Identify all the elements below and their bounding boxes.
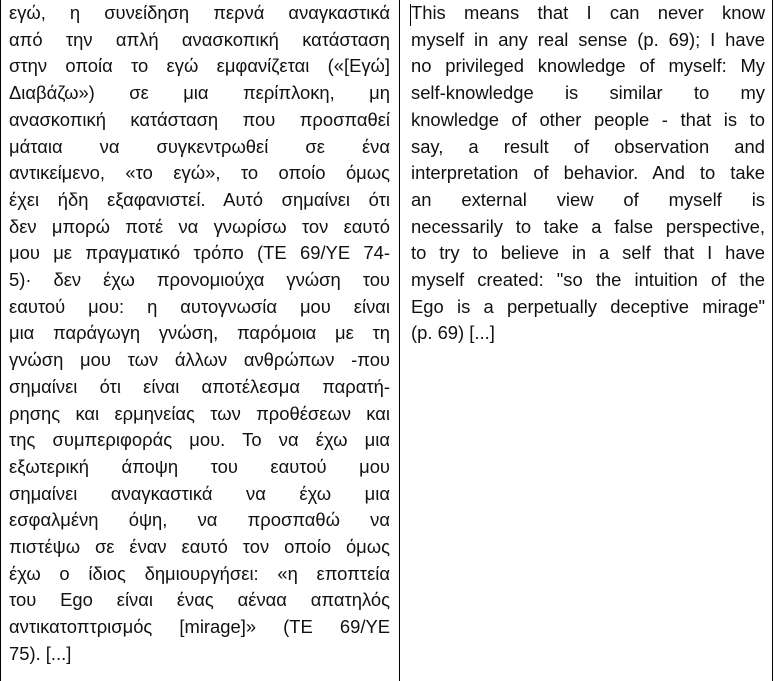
text-line: έχει ήδη εξαφανιστεί. Αυτό σημαίνει ότι [9, 188, 390, 210]
text-line: ανασκοπική κατάσταση που προσπαθεί [9, 108, 390, 130]
text-line: no privileged knowledge of myself: My [411, 55, 765, 77]
text-line: myself in any real sense (p. 69); I have [411, 28, 765, 50]
text-line: 5)· δεν έχω προνομιούχα γνώση του [9, 269, 390, 291]
text-line: σημαίνει ότι είναι αποτέλεσμα παρατή- [9, 375, 390, 397]
text-line: αντικατοπτρισμός [mirage]» (TE 69/YE [9, 616, 390, 638]
text-line: necessarily to take a false perspective, [411, 215, 765, 237]
text-line: self-knowledge is similar to my [411, 82, 765, 104]
text-line: to try to believe in a self that I have [411, 242, 765, 264]
table-left-border [0, 0, 1, 681]
text-line: εγώ, η συνείδηση περνά αναγκαστικά [9, 2, 390, 23]
text-line: (p. 69) [...] [411, 322, 495, 344]
text-line: εαυτού μου: η αυτογνωσία μου είναι [9, 295, 390, 317]
text-line: εσφαλμένη όψη, να προσπαθώ να [9, 509, 390, 531]
text-line: ρησης και ερμηνείας των προθέσεων και [9, 402, 390, 424]
column-divider [399, 0, 400, 681]
greek-text-cell[interactable] [9, 0, 390, 668]
text-line: μου με πραγματικό τρόπο (TE 69/YE 74- [9, 242, 390, 264]
text-line: του Ego είναι ένας αέναα απατηλός [9, 589, 390, 611]
text-line: αντικείμενο, «το εγώ», το οποίο όμως [9, 162, 390, 184]
text-line: από την απλή ανασκοπική κατάσταση [9, 28, 390, 50]
text-line: knowledge of other people - that is to [411, 108, 765, 130]
text-line: σημαίνει αναγκαστικά να έχω μια [9, 482, 390, 504]
text-line: μάταια να συγκεντρωθεί σε ένα [9, 135, 390, 157]
text-line: πιστέψω σε έναν εαυτό τον οποίο όμως [9, 536, 390, 558]
text-line: 75). [...] [9, 642, 72, 664]
text-line: μια παράγωγη γνώση, παρόμοια με τη [9, 322, 390, 344]
text-line: στην οποία το εγώ εμφανίζεται («[Εγώ] [9, 55, 390, 77]
text-line: an external view of myself is [411, 188, 765, 210]
text-line: say, a result of observation and [411, 135, 765, 157]
text-line: This means that I can never know [411, 2, 765, 23]
text-line: έχω ο ίδιος δημιουργήσει: «η εποπτεία [9, 562, 390, 584]
text-line: interpretation of behavior. And to take [411, 162, 765, 184]
text-line: Ego is a perpetually deceptive mirage" [411, 295, 765, 317]
text-line: myself created: "so the intuition of the [411, 269, 765, 291]
english-text-cell[interactable] [411, 0, 765, 347]
text-line: της συμπεριφοράς μου. Το να έχω μια [9, 429, 390, 451]
text-line: εξωτερική άποψη του εαυτού μου [9, 455, 390, 477]
table-right-border [772, 0, 773, 681]
text-line: Διαβάζω») σε μια περίπλοκη, μη [9, 82, 390, 104]
text-line: δεν μπορώ ποτέ να γνωρίσω τον εαυτό [9, 215, 390, 237]
text-line: γνώση μου των άλλων ανθρώπων -που [9, 349, 390, 371]
